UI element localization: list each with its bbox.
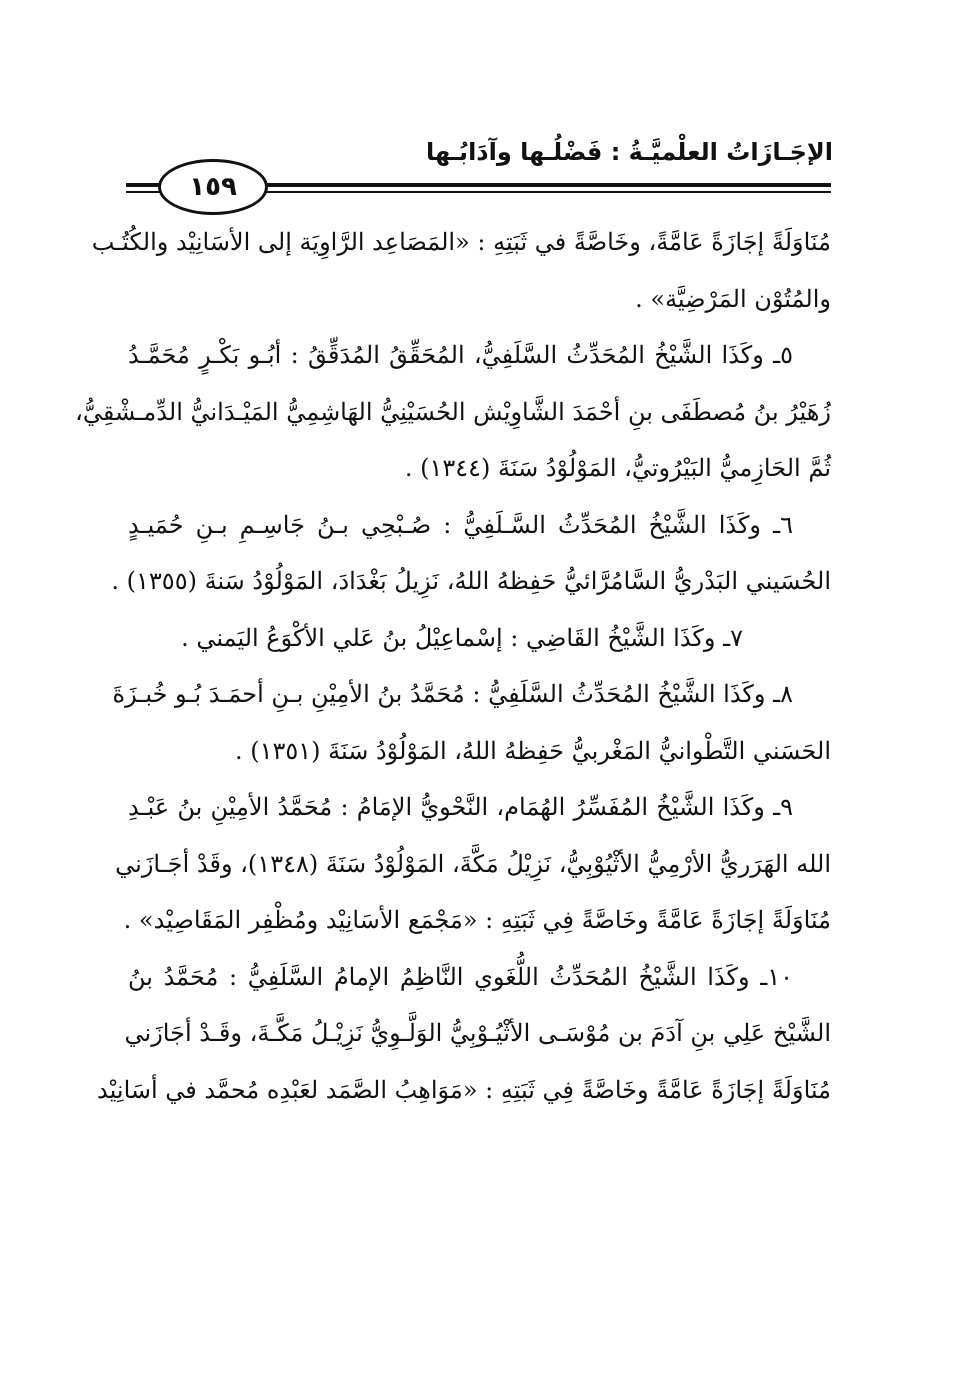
text-line: ٩ـ وكَذَا الشَّيْخُ المُفَسِّرُ الهُمَام، النَّحْويُّ الإمَامُ : مُحَمَّدُ الأمِيْنِ بنُ عَبْـدِ — [128, 793, 793, 821]
text-line: ٥ـ وكَذَا الشَّيْخُ المُحَدِّثُ السَّلَفِيُّ، المُحَقِّقُ المُدَقِّقُ : أبُـو بَكْـرٍ مُحَمَّـدُ — [128, 341, 793, 369]
text-line: ٨ـ وكَذَا الشَّيْخُ المُحَدِّثُ السَّلَفِيُّ : مُحَمَّدُ بنُ الأمِيْنِ بـنِ أحمَـدَ بُـو خُبـزَةَ — [112, 680, 793, 708]
text-line: ١٠ـ وكَذَا الشَّيْخُ المُحَدِّثُ اللُّغَوي النَّاظِمُ الإمامُ السَّلَفِيُّ : مُحَمَّدُ بنُ — [128, 962, 793, 991]
page-number-badge — [158, 159, 268, 215]
body-text — [75, 214, 831, 1118]
text-line: الحَسَني التَّطْوانيُّ المَغْربيُّ حَفِظهُ اللهُ، المَوْلُوْدُ سَنَةَ (١٣٥١) . — [234, 736, 831, 765]
text-line: زُهَيْرُ بنُ مُصطَفَى بنِ أحْمَدَ الشَّاوِيْش الحُسَيْنِيُّ الهَاشِمِيُّ المَيْـدَانيُّ الدِّمـشْقِيُّ، — [75, 397, 831, 426]
running-header-title: الإجَـازَاتُ العلْميَّـةُ : فَضْلُـها وآدَابُـها — [426, 138, 833, 166]
page-number: ١٥٩ — [189, 172, 237, 202]
text-line: الله الهَرَريُّ الأرْمِيُّ الأثْيُوْبِيُّ، نَزِيْلُ مَكَّةَ، المَوْلُوْدُ سَنَةَ (١٣٤٨)، وقَدْ أجَـازَني — [115, 849, 831, 878]
text-line: والمُتُوْن المَرْضِيَّة» . — [635, 284, 831, 313]
text-line: مُنَاوَلَةً إجَازَةً عَامَّةً وخَاصَّةً فِي ثَبَتِهِ : «مَوَاهِبُ الصَّمَد لعَبْدِه مُحمَّد في أسَانِيْد — [97, 1075, 831, 1104]
text-line: ٦ـ وكَذَا الشَّيْخُ المُحَدِّثُ السَّـلَفِيُّ : صُـبْحِي بـنُ جَاسِـمِ بـنِ حُمَيـدٍ — [128, 510, 793, 539]
text-line: الشَّيْخ عَلِي بنِ آدَمَ بن مُوْسَـى الأثْيُـوْبِيُّ الوَلَّـوِيُّ نَزِيْـلُ مَكَّـةَ، وقَـدْ أجَازَني — [124, 1019, 831, 1047]
text-line: ثُمَّ الحَازِميُّ البَيْرُوتيُّ، المَوْلُوْدُ سَنَةَ (١٣٤٤) . — [404, 454, 831, 482]
text-line: مُنَاوَلَةً إجَازَةً عَامَّةً وخَاصَّةً فِي ثَبَتِهِ : «مَجْمَع الأسَانِيْد ومُظْفِر المَقَاصِيْد» . — [123, 906, 831, 934]
text-line: الحُسَيني البَدْريُّ السَّامُرَّائيُّ حَفِظهُ اللهُ، نَزِيلُ بَغْدَادَ، المَوْلُوْدُ سَنةَ (١٣٥٥) . — [111, 567, 831, 595]
text-line: مُنَاوَلَةً إجَازَةً عَامَّةً، وخَاصَّةً في ثَبَتِهِ : «المَصَاعِد الرَّاوِيَة إلى الأسَانِيْد والكُتُـب — [91, 228, 831, 256]
text-line: ٧ـ وكَذَا الشَّيْخُ القَاضِي : إسْماعِيْلُ بنُ عَلي الأكْوَعُ اليَمني . — [181, 623, 743, 652]
